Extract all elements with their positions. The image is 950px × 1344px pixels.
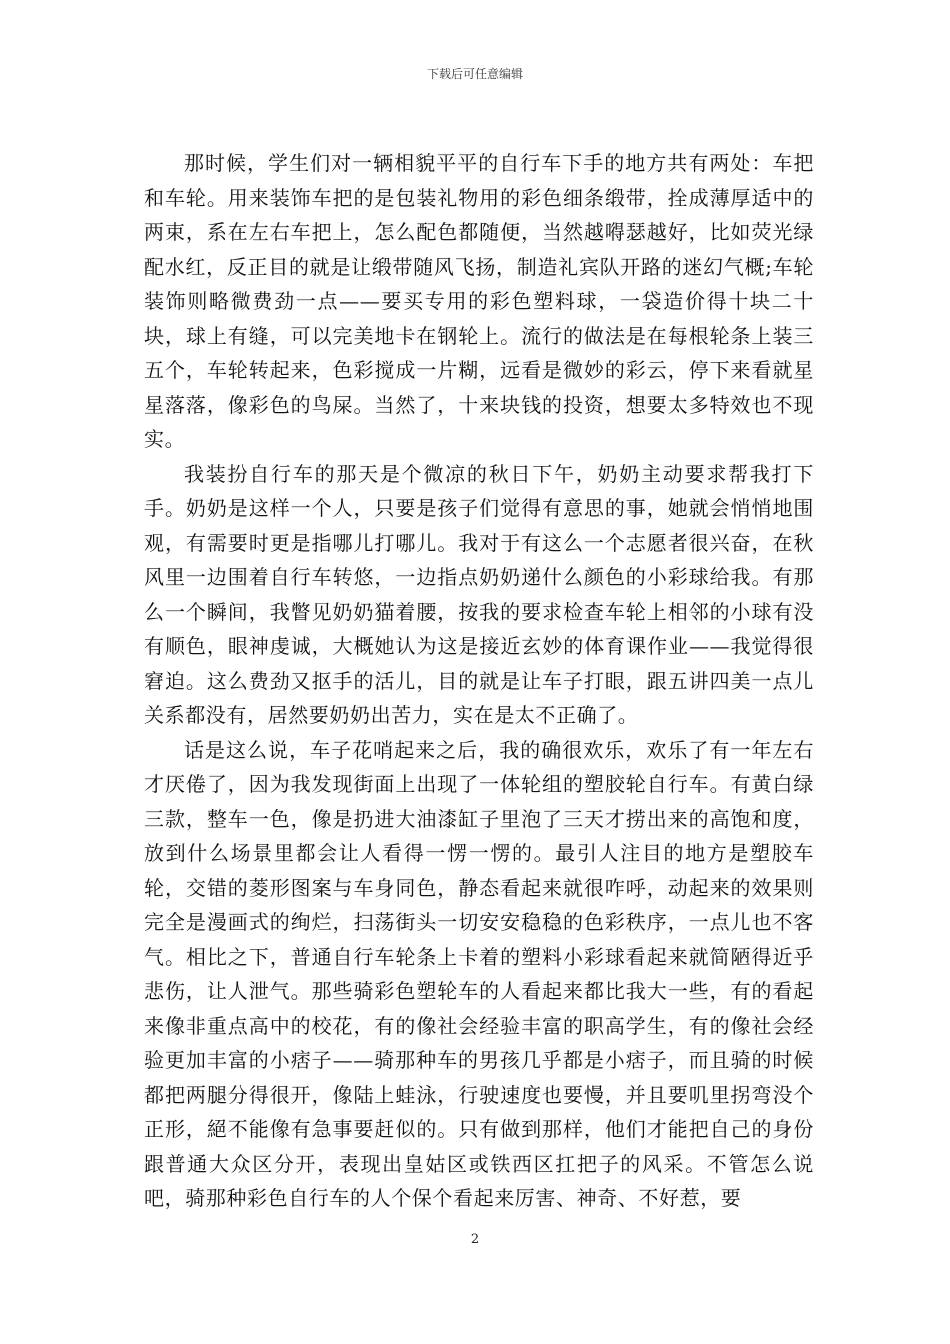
paragraph: 我装扮自行车的那天是个微凉的秋日下午，奶奶主动要求帮我打下手。奶奶是这样一个人，只要是孩子们觉得有意思的事，她就会悄悄地围观，有需要时更是指哪儿打哪儿。我对于有这么一个志愿者很兴奋，在秋风里一边围着自行车转悠，一边指点奶奶递什么颜色的小彩球给我。有那么一个瞬间，我瞥见奶奶猫着腰，按我的要求检查车轮上相邻的小球有没有顺色，眼神虔诚，大概她认为这是接近玄妙的体育课作业——我觉得很窘迫。这么费劲又抠手的活儿，目的就是让车子打眼，跟五讲四美一点儿关系都没有，居然要奶奶出苦力，实在是太不正确了。 [144, 461, 814, 727]
page-number: 2 [470, 1232, 480, 1247]
paragraph: 那时候，学生们对一辆相貌平平的自行车下手的地方共有两处：车把和车轮。用来装饰车把的是包装礼物用的彩色细条缎带，拴成薄厚适中的两束，系在左右车把上，怎么配色都随便，当然越嘚瑟越好，比如荧光绿配水红，反正目的就是让缎带随风飞扬，制造礼宾队开路的迷幻气概;车轮装饰则略微费劲一点——要买专用的彩色塑料球，一袋造价得十块二十块，球上有缝，可以完美地卡在钢轮上。流行的做法是在每根轮条上装三五个，车轮转起来，色彩搅成一片糊，远看是微妙的彩云，停下来看就星星落落，像彩色的鸟屎。当然了，十来块钱的投资，想要太多特效也不现实。 [144, 151, 814, 451]
document-body [144, 146, 814, 1216]
paragraph: 话是这么说，车子花哨起来之后，我的确很欢乐，欢乐了有一年左右才厌倦了，因为我发现街面上出现了一体轮组的塑胶轮自行车。有黄白绿三款，整车一色，像是扔进大油漆缸子里泡了三天才捞出来的高饱和度，放到什么场景里都会让人看得一愣一愣的。最引人注目的地方是塑胶车轮，交错的菱形图案与车身同色，静态看起来就很咋呼，动起来的效果则完全是漫画式的绚烂，扫荡街头一切安安稳稳的色彩秩序，一点儿也不客气。相比之下，普通自行车轮条上卡着的塑料小彩球看起来就简陋得近乎悲伤，让人泄气。那些骑彩色塑轮车的人看起来都比我大一些，有的看起来像非重点高中的校花，有的像社会经验丰富的职高学生，有的像社会经验更加丰富的小痞子——骑那种车的男孩几乎都是小痞子，而且骑的时候都把两腿分得很开，像陆上蛙泳，行驶速度也要慢，并且要叽里拐弯没个正形，絕不能像有急事要赶似的。只有做到那样，他们才能把自己的身份跟普通大众区分开，表现出皇姑区或铁西区扛把子的风采。不管怎么说吧，骑那种彩色自行车的人个保个看起来厉害、神奇、不好惹，要 [144, 737, 814, 1210]
page-header: 下载后可任意编辑 [426, 67, 523, 81]
